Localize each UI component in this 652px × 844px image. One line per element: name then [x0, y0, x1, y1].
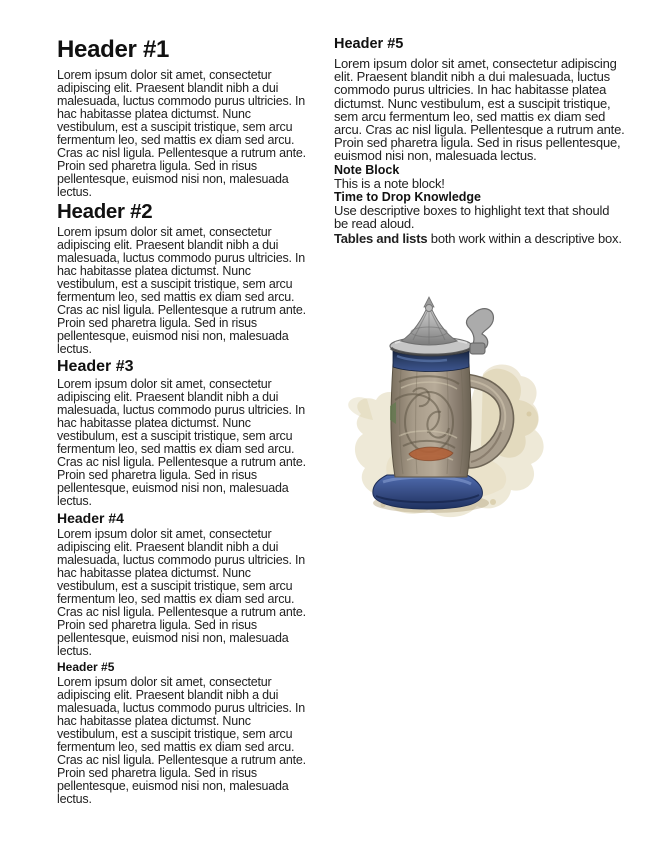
heading-3: Header #3	[57, 358, 134, 375]
paragraph: Lorem ipsum dolor sit amet, consectetur adipiscing elit. Praesent blandit nibh a dui malesuada, luctus commodo purus ultricies. In hac habitasse platea dictumst. Nunc vestibulum, est a suscipit tristique, sem arcu fermentum leo, sed mattis ex diam sed arcu. Cras ac nisl ligula. Pellentesque a rutrum ante. Proin sed pharetra ligula. Sed in risus pellentesque, euismod nisi non, malesuada lectus.	[57, 675, 306, 806]
knowledge-label: Time to Drop Knowledge	[334, 190, 481, 205]
heading-5: Header #5	[57, 660, 115, 674]
beer-stein-illustration	[343, 296, 559, 526]
beer-stein-svg	[343, 296, 559, 526]
stein-thumblift	[466, 309, 493, 354]
paragraph: Lorem ipsum dolor sit amet, consectetur adipiscing elit. Praesent blandit nibh a dui malesuada, luctus commodo purus ultricies. In hac habitasse platea dictumst. Nunc vestibulum, est a suscipit tristique, sem arcu fermentum leo, sed mattis ex diam sed arcu. Cras ac nisl ligula. Pellentesque a rutrum ante. Proin sed pharetra ligula. Sed in risus pellentesque, euismod nisi non, malesuada lectus.	[334, 56, 625, 164]
right-column	[334, 37, 626, 246]
heading-5-right: Header #5	[334, 36, 404, 52]
note-block-text: This is a note block!	[334, 175, 445, 191]
paragraph: Lorem ipsum dolor sit amet, consectetur adipiscing elit. Praesent blandit nibh a dui malesuada, luctus commodo purus ultricies. In hac habitasse platea dictumst. Nunc vestibulum, est a suscipit tristique, sem arcu fermentum leo, sed mattis ex diam sed arcu. Cras ac nisl ligula. Pellentesque a rutrum ante. Proin sed pharetra ligula. Sed in risus pellentesque, euismod nisi non, malesuada lectus.	[57, 225, 306, 356]
paragraph: Lorem ipsum dolor sit amet, consectetur adipiscing elit. Praesent blandit nibh a dui malesuada, luctus commodo purus ultricies. In hac habitasse platea dictumst. Nunc vestibulum, est a suscipit tristique, sem arcu fermentum leo, sed mattis ex diam sed arcu. Cras ac nisl ligula. Pellentesque a rutrum ante. Proin sed pharetra ligula. Sed in risus pellentesque, euismod nisi non, malesuada lectus.	[57, 377, 306, 508]
left-column	[57, 37, 315, 807]
stein-base	[373, 475, 483, 509]
heading-1: Header #1	[57, 36, 170, 63]
tables-line-rest: both work within a descriptive box.	[427, 230, 622, 246]
note-block-label: Note Block	[334, 162, 400, 177]
paragraph: Lorem ipsum dolor sit amet, consectetur adipiscing elit. Praesent blandit nibh a dui malesuada, luctus commodo purus ultricies. In hac habitasse platea dictumst. Nunc vestibulum, est a suscipit tristique, sem arcu fermentum leo, sed mattis ex diam sed arcu. Cras ac nisl ligula. Pellentesque a rutrum ante. Proin sed pharetra ligula. Sed in risus pellentesque, euismod nisi non, malesuada lectus.	[57, 68, 306, 199]
heading-2: Header #2	[57, 200, 153, 223]
knowledge-text: Use descriptive boxes to highlight text that should be read aloud.	[334, 203, 610, 232]
tables-line	[334, 232, 626, 245]
heading-4: Header #4	[57, 510, 124, 526]
paragraph: Lorem ipsum dolor sit amet, consectetur adipiscing elit. Praesent blandit nibh a dui malesuada, luctus commodo purus ultricies. In hac habitasse platea dictumst. Nunc vestibulum, est a suscipit tristique, sem arcu fermentum leo, sed mattis ex diam sed arcu. Cras ac nisl ligula. Pellentesque a rutrum ante. Proin sed pharetra ligula. Sed in risus pellentesque, euismod nisi non, malesuada lectus.	[57, 527, 306, 658]
stein-lid	[401, 297, 457, 345]
stein-body	[390, 364, 471, 477]
tables-line-bold: Tables and lists	[334, 230, 428, 246]
